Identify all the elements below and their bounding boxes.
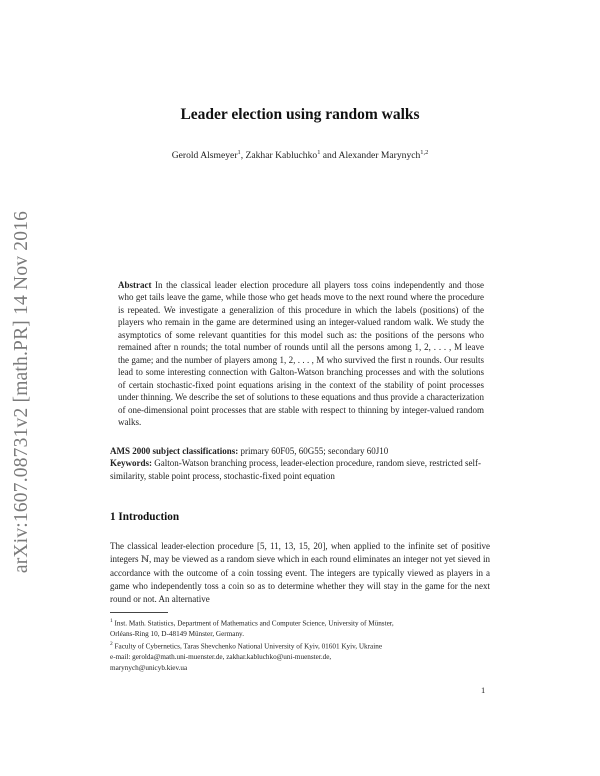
footnote-1: $^1$ Inst. Math. Statistics, Department of Mathematics and Computer Science, University of Münster, [110, 618, 394, 628]
classification-block [110, 445, 490, 482]
ams-label: AMS 2000 subject classifications: [110, 446, 239, 456]
author-name: Alexander Marynych [338, 150, 421, 162]
ams-classification [110, 445, 490, 457]
author-name: Gerold Alsmeyer [171, 150, 238, 162]
page-number: 1 [481, 685, 486, 695]
footnote-rule [110, 612, 168, 613]
keywords-label: Keywords: [110, 458, 152, 469]
footnotes: $^1$ Inst. Math. Statistics, Department of Mathematics and Computer Science, University of Münster, Orléans-Ring 10, D-48149 Münster, Germany. $^2$ Faculty of Cybernetics, Taras Shevchenko National University of Kyiv, 01601 Kyiv, Ukraine e-mail: gerolda@math.uni-muenster.de, zakhar.kabluchko@uni-muenster.de, marynych@unicyb.kiev.ua [110, 616, 495, 673]
keywords [110, 457, 490, 482]
ams-codes: primary 60F05, 60G55; secondary 60J10 [240, 446, 389, 456]
author-list: Gerold Alsmeyer$^1$, Zakhar Kabluchko$^1$ and Alexander Marynych$^{1,2}$ [171, 149, 429, 162]
author-name: Zakhar Kabluchko [245, 150, 318, 162]
introduction-paragraph: The classical leader-election procedure [5, 11, 13, 15, 20], when applied to the infinite set of positive integers ℕ, may be viewed as a random sieve which in each round eliminates an integer not yet sieved in accordance with the outcome of a coin tossing event. The integers are typically viewed as players in a game who independently toss a coin so as to determine whether they will stay in the game for the next round or not. An alternative [110, 541, 490, 605]
arxiv-identifier-watermark: arXiv:1607.08731v2 [math.PR] 14 Nov 2016 [11, 210, 32, 574]
section-heading: 1 Introduction [110, 511, 180, 523]
keywords-text: Galton-Watson branching process, leader-election procedure, random sieve, restricted self-similarity, stable point process, stochastic-fixed point equation [110, 458, 481, 481]
abstract-text: In the classical leader election procedure all players toss coins independently and those who get tails leave the game, while those who get heads move to the next round where the procedure is repeated. We investigate a generalizion of this procedure in which the labels (positions) of the players who remain in the game are determined using an integer-valued random walk. We study the asymptotics of some relevant quantities for this model such as: the positions of the persons who remained after n rounds; the total number of rounds until all the persons among 1, 2, . . . , M leave the game; and the number of players among 1, 2, . . . , M who survived the first n rounds. Our results lead to some interesting connection with Galton-Watson branching processes and with the solutions of certain stochastic-fixed point equations arising in the context of the stability of point processes under thinning. We describe the set of solutions to these equations and thus provide a characterization of one-dimensional point processes that are stable with respect to thinning by integer-valued random walks. [118, 280, 485, 427]
affiliation-marker: 1 [237, 149, 241, 156]
affiliation-marker: 1,2 [420, 149, 429, 156]
abstract [118, 279, 484, 428]
affiliation-marker: 1 [317, 149, 321, 156]
paper-title: Leader election using random walks [180, 106, 420, 123]
abstract-label: Abstract [118, 280, 152, 290]
footnote-2: $^2$ Faculty of Cybernetics, Taras Shevchenko National University of Kyiv, 01601 Kyiv, Ukraine [110, 641, 383, 651]
